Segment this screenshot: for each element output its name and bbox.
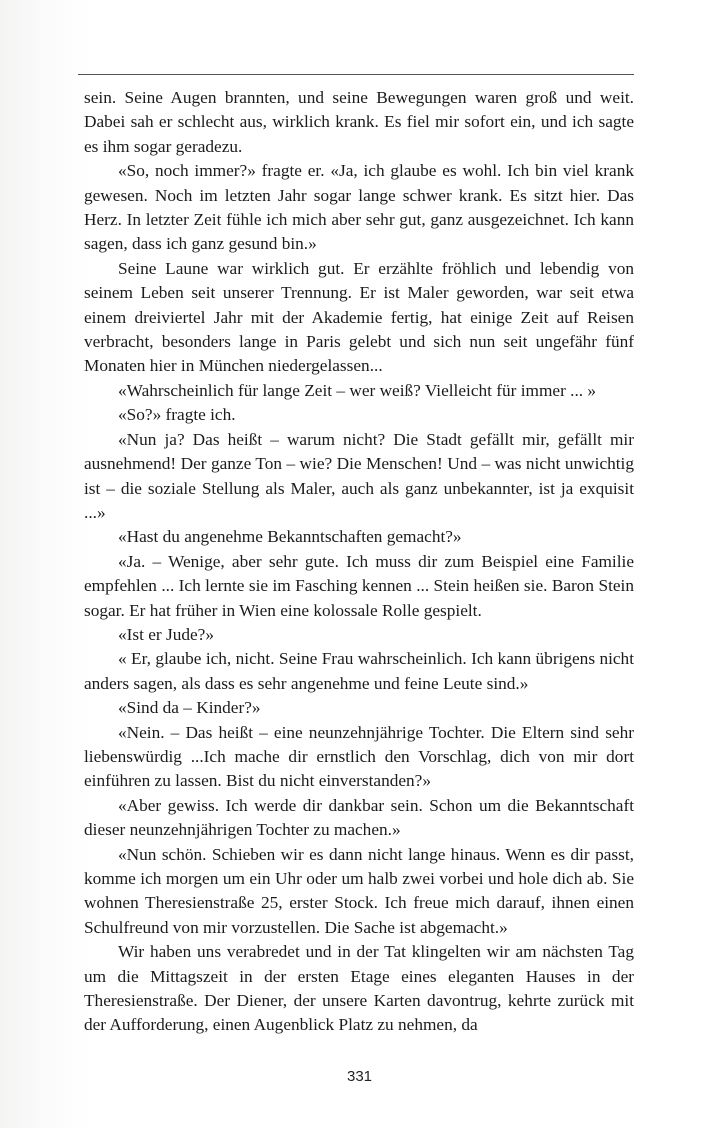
paragraph: «Nein. – Das heißt – eine neunzehnjährige Tochter. Die Eltern sind sehr liebenswürdig ...Ich mache dir ernstlich den Vorschlag, dich von mir dort einführen zu lassen. Bist du nicht einverstanden?» [84, 722, 634, 791]
paragraph: «Wahrscheinlich für lange Zeit – wer weiß? Vielleicht für immer ... » [118, 380, 597, 400]
page-number: 331 [346, 1068, 373, 1085]
paragraph: «Nun ja? Das heißt – warum nicht? Die Stadt gefällt mir, gefällt mir ausnehmend! Der ganze Ton – wie? Die Menschen! Und – was nicht unwichtig ist – die soziale Stellung als Maler, auch als ganz unbekannter, ist ja exquisit ...» [84, 429, 634, 522]
paragraph: Wir haben uns verabredet und in der Tat klingelten wir am nächsten Tag um die Mittagszeit in der ersten Etage eines eleganten Hauses in der Theresienstraße. Der Diener, der unsere Karten davontrug, kehrte zurück mit der Aufforderung, einen Augenblick Platz zu nehmen, da [84, 942, 634, 1035]
paragraph: sein. Seine Augen brannten, und seine Bewegungen waren groß und weit. Dabei sah er schlecht aus, wirklich krank. Es fiel mir sofort ein, und ich sagte es ihm sogar geradezu. [84, 88, 634, 156]
paragraph: «Ja. – Wenige, aber sehr gute. Ich muss dir zum Beispiel eine Familie empfehlen ... Ich lernte sie im Fasching kennen ... Stein heißen sie. Baron Stein sogar. Er hat früher in Wien eine kolossale Rolle gespielt. [84, 551, 634, 620]
paragraph: «Nun schön. Schieben wir es dann nicht lange hinaus. Wenn es dir passt, komme ich morgen um ein Uhr oder um halb zwei vorbei und hole dich ab. Sie wohnen Theresienstraße 25, erster Stock. Ich freue mich darauf, ihnen einen Schulfreund von mir vorzustellen. Die Sache ist abgemacht.» [84, 844, 634, 937]
header-rule [78, 74, 634, 75]
paragraph: «Aber gewiss. Ich werde dir dankbar sein. Schon um die Bekanntschaft dieser neunzehnjährigen Tochter zu machen.» [84, 795, 634, 840]
paragraph: «So?» fragte ich. [118, 405, 236, 425]
body-text [84, 86, 634, 1038]
paragraph: «So, noch immer?» fragte er. «Ja, ich glaube es wohl. Ich bin viel krank gewesen. Noch im letzten Jahr sogar lange schwer krank. Es sitzt hier. Das Herz. In letzter Zeit fühle ich mich aber sehr gut, ganz ausgezeichnet. Ich kann sagen, dass ich ganz gesund bin.» [84, 161, 634, 254]
paragraph: « Er, glaube ich, nicht. Seine Frau wahrscheinlich. Ich kann übrigens nicht anders sagen, als dass es sehr angenehme und feine Leute sind.» [84, 649, 634, 693]
paragraph: «Hast du angenehme Bekanntschaften gemacht?» [118, 527, 462, 547]
paragraph: «Ist er Jude?» [118, 624, 214, 644]
paragraph: «Sind da – Kinder?» [118, 698, 261, 718]
paragraph: Seine Laune war wirklich gut. Er erzählte fröhlich und lebendig von seinem Leben seit unserer Trennung. Er ist Maler geworden, war seit etwa einem dreiviertel Jahr mit der Akademie fertig, hat einige Zeit auf Reisen verbracht, besonders lange in Paris gelebt und sich nun seit ungefähr fünf Monaten hier in München niedergelassen... [84, 258, 634, 376]
